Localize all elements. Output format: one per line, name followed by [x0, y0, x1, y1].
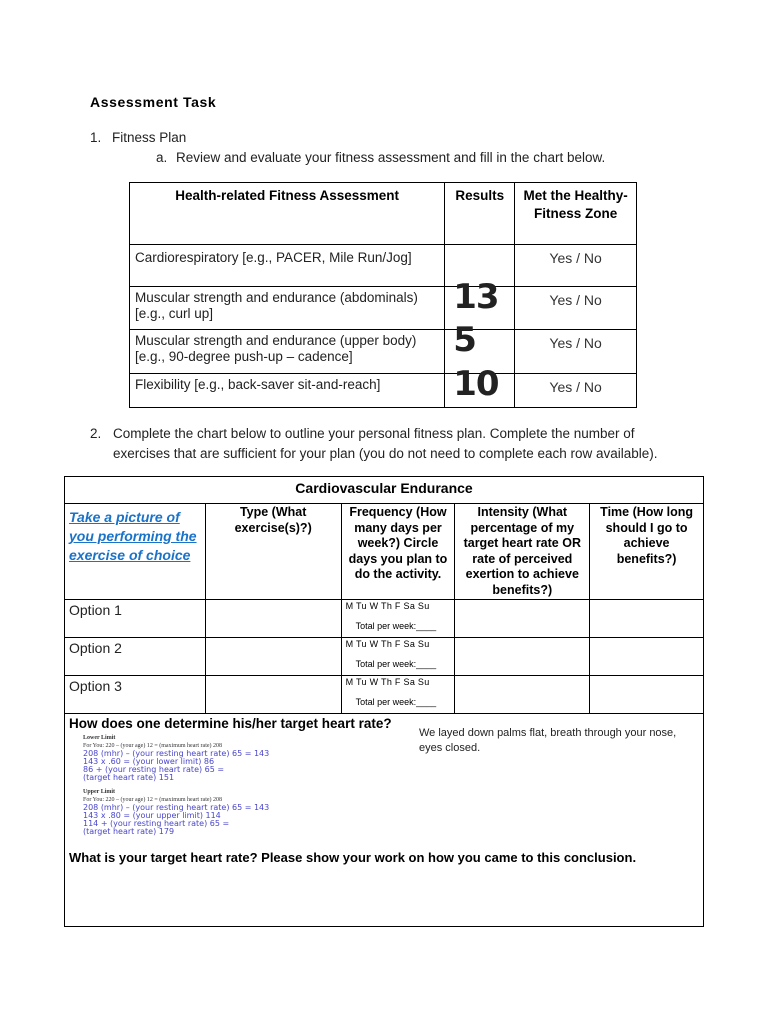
- weekday-list[interactable]: M Tu W Th F Sa Su: [345, 601, 430, 611]
- option-label: Option 2: [65, 638, 206, 676]
- frequency-cell[interactable]: [341, 676, 455, 714]
- frequency-cell[interactable]: [341, 600, 455, 638]
- question-1a-text: Review and evaluate your fitness assessment and fill in the chart below.: [176, 150, 606, 165]
- option-label: Option 3: [65, 676, 206, 714]
- upper-line: (target heart rate) 179: [83, 827, 175, 836]
- header-intensity: Intensity (What percentage of my target heart rate OR rate of perceived exertion to achieve benefits?): [455, 504, 590, 600]
- total-per-week: Total per week:____: [355, 697, 437, 707]
- header-frequency: Frequency (How many days per week?) Circle days you plan to do the activity.: [341, 504, 455, 600]
- heart-rate-section: [65, 714, 704, 927]
- weekday-list[interactable]: M Tu W Th F Sa Su: [345, 639, 430, 649]
- upper-line: 143 x .80 = (your upper limit) 114: [83, 811, 221, 820]
- intensity-cell[interactable]: [455, 676, 590, 714]
- upper-line: 208 (mhr) – (your resting heart rate) 65 = 143: [83, 803, 270, 812]
- table-row: [130, 374, 637, 408]
- question-2: [90, 424, 690, 464]
- lower-line: (target heart rate) 151: [83, 773, 175, 782]
- heart-rate-answer[interactable]: We layed down palms flat, breath through your nose, eyes closed.: [419, 727, 677, 754]
- table-row: [130, 287, 637, 330]
- total-per-week: Total per week:____: [355, 659, 437, 669]
- lower-line: For You: 220 – (your age) 12 = (maximum heart rate) 208: [83, 743, 223, 749]
- picture-cell: [65, 504, 206, 600]
- frequency-cell[interactable]: [341, 638, 455, 676]
- lower-line: 208 (mhr) – (your resting heart rate) 65 = 143: [83, 749, 270, 758]
- fitness-assessment-table: [129, 182, 637, 408]
- question-1: [90, 130, 186, 145]
- table-row: [130, 330, 637, 374]
- assessment-cell: Cardiorespiratory [e.g., PACER, Mile Run/Jog]: [130, 245, 445, 287]
- picture-link[interactable]: Take a picture of you performing the exercise of choice: [69, 509, 197, 563]
- time-cell[interactable]: [590, 676, 704, 714]
- question-1-number: 1.: [90, 130, 102, 145]
- lower-line: 86 + (your resting heart rate) 65 =: [83, 765, 225, 774]
- page-title: Assessment Task: [90, 94, 217, 110]
- header-met-zone: Met the Healthy-Fitness Zone: [515, 183, 637, 245]
- assessment-cell: Flexibility [e.g., back-saver sit-and-reach]: [130, 374, 445, 408]
- upper-limit-label: Upper Limit: [83, 789, 116, 795]
- lower-line: 143 x .60 = (your lower limit) 86: [83, 757, 215, 766]
- option-row: [65, 600, 704, 638]
- question-2-number: 2.: [90, 426, 102, 441]
- met-zone-cell[interactable]: Yes / No: [515, 245, 637, 287]
- met-zone-cell[interactable]: Yes / No: [515, 374, 637, 408]
- intensity-cell[interactable]: [455, 638, 590, 676]
- header-time: Time (How long should I go to achieve benefits?): [590, 504, 704, 600]
- option-row: [65, 638, 704, 676]
- assessment-cell: Muscular strength and endurance (upper body) [e.g., 90-degree push-up – cadence]: [130, 330, 445, 374]
- table-title: Cardiovascular Endurance: [65, 477, 704, 504]
- upper-line: 114 + (your resting heart rate) 65 =: [83, 819, 230, 828]
- heart-rate-question: How does one determine his/her target heart rate?: [69, 716, 392, 731]
- intensity-cell[interactable]: [455, 600, 590, 638]
- assessment-cell: Muscular strength and endurance (abdominals) [e.g., curl up]: [130, 287, 445, 330]
- time-cell[interactable]: [590, 600, 704, 638]
- question-2-text: Complete the chart below to outline your personal fitness plan. Complete the number of exercises that are sufficient for your plan (you do not need to complete each row available).: [113, 426, 658, 461]
- option-label: Option 1: [65, 600, 206, 638]
- target-heart-rate-question: What is your target heart rate? Please show your work on how you came to this conclusion.: [69, 850, 637, 865]
- header-assessment: Health-related Fitness Assessment: [130, 183, 445, 245]
- type-cell[interactable]: [205, 600, 341, 638]
- type-cell[interactable]: [205, 638, 341, 676]
- question-1a-letter: a.: [156, 150, 168, 165]
- result-cell[interactable]: 5: [445, 330, 515, 374]
- header-results: Results: [445, 183, 515, 245]
- table-row: [130, 245, 637, 287]
- header-type: Type (What exercise(s)?): [205, 504, 341, 600]
- total-per-week: Total per week:____: [355, 621, 437, 631]
- met-zone-cell[interactable]: Yes / No: [515, 287, 637, 330]
- type-cell[interactable]: [205, 676, 341, 714]
- cardio-plan-table: [64, 476, 704, 927]
- result-cell[interactable]: 10: [445, 374, 515, 408]
- result-cell[interactable]: 13: [445, 287, 515, 330]
- lower-limit-label: Lower Limit: [83, 735, 116, 741]
- option-row: [65, 676, 704, 714]
- weekday-list[interactable]: M Tu W Th F Sa Su: [345, 677, 430, 687]
- question-1-text: Fitness Plan: [112, 130, 187, 145]
- met-zone-cell[interactable]: Yes / No: [515, 330, 637, 374]
- heart-rate-worksheet-image: [83, 734, 273, 844]
- upper-line: For You: 220 – (your age) 12 = (maximum heart rate) 208: [83, 797, 223, 803]
- question-1a: [156, 150, 605, 165]
- time-cell[interactable]: [590, 638, 704, 676]
